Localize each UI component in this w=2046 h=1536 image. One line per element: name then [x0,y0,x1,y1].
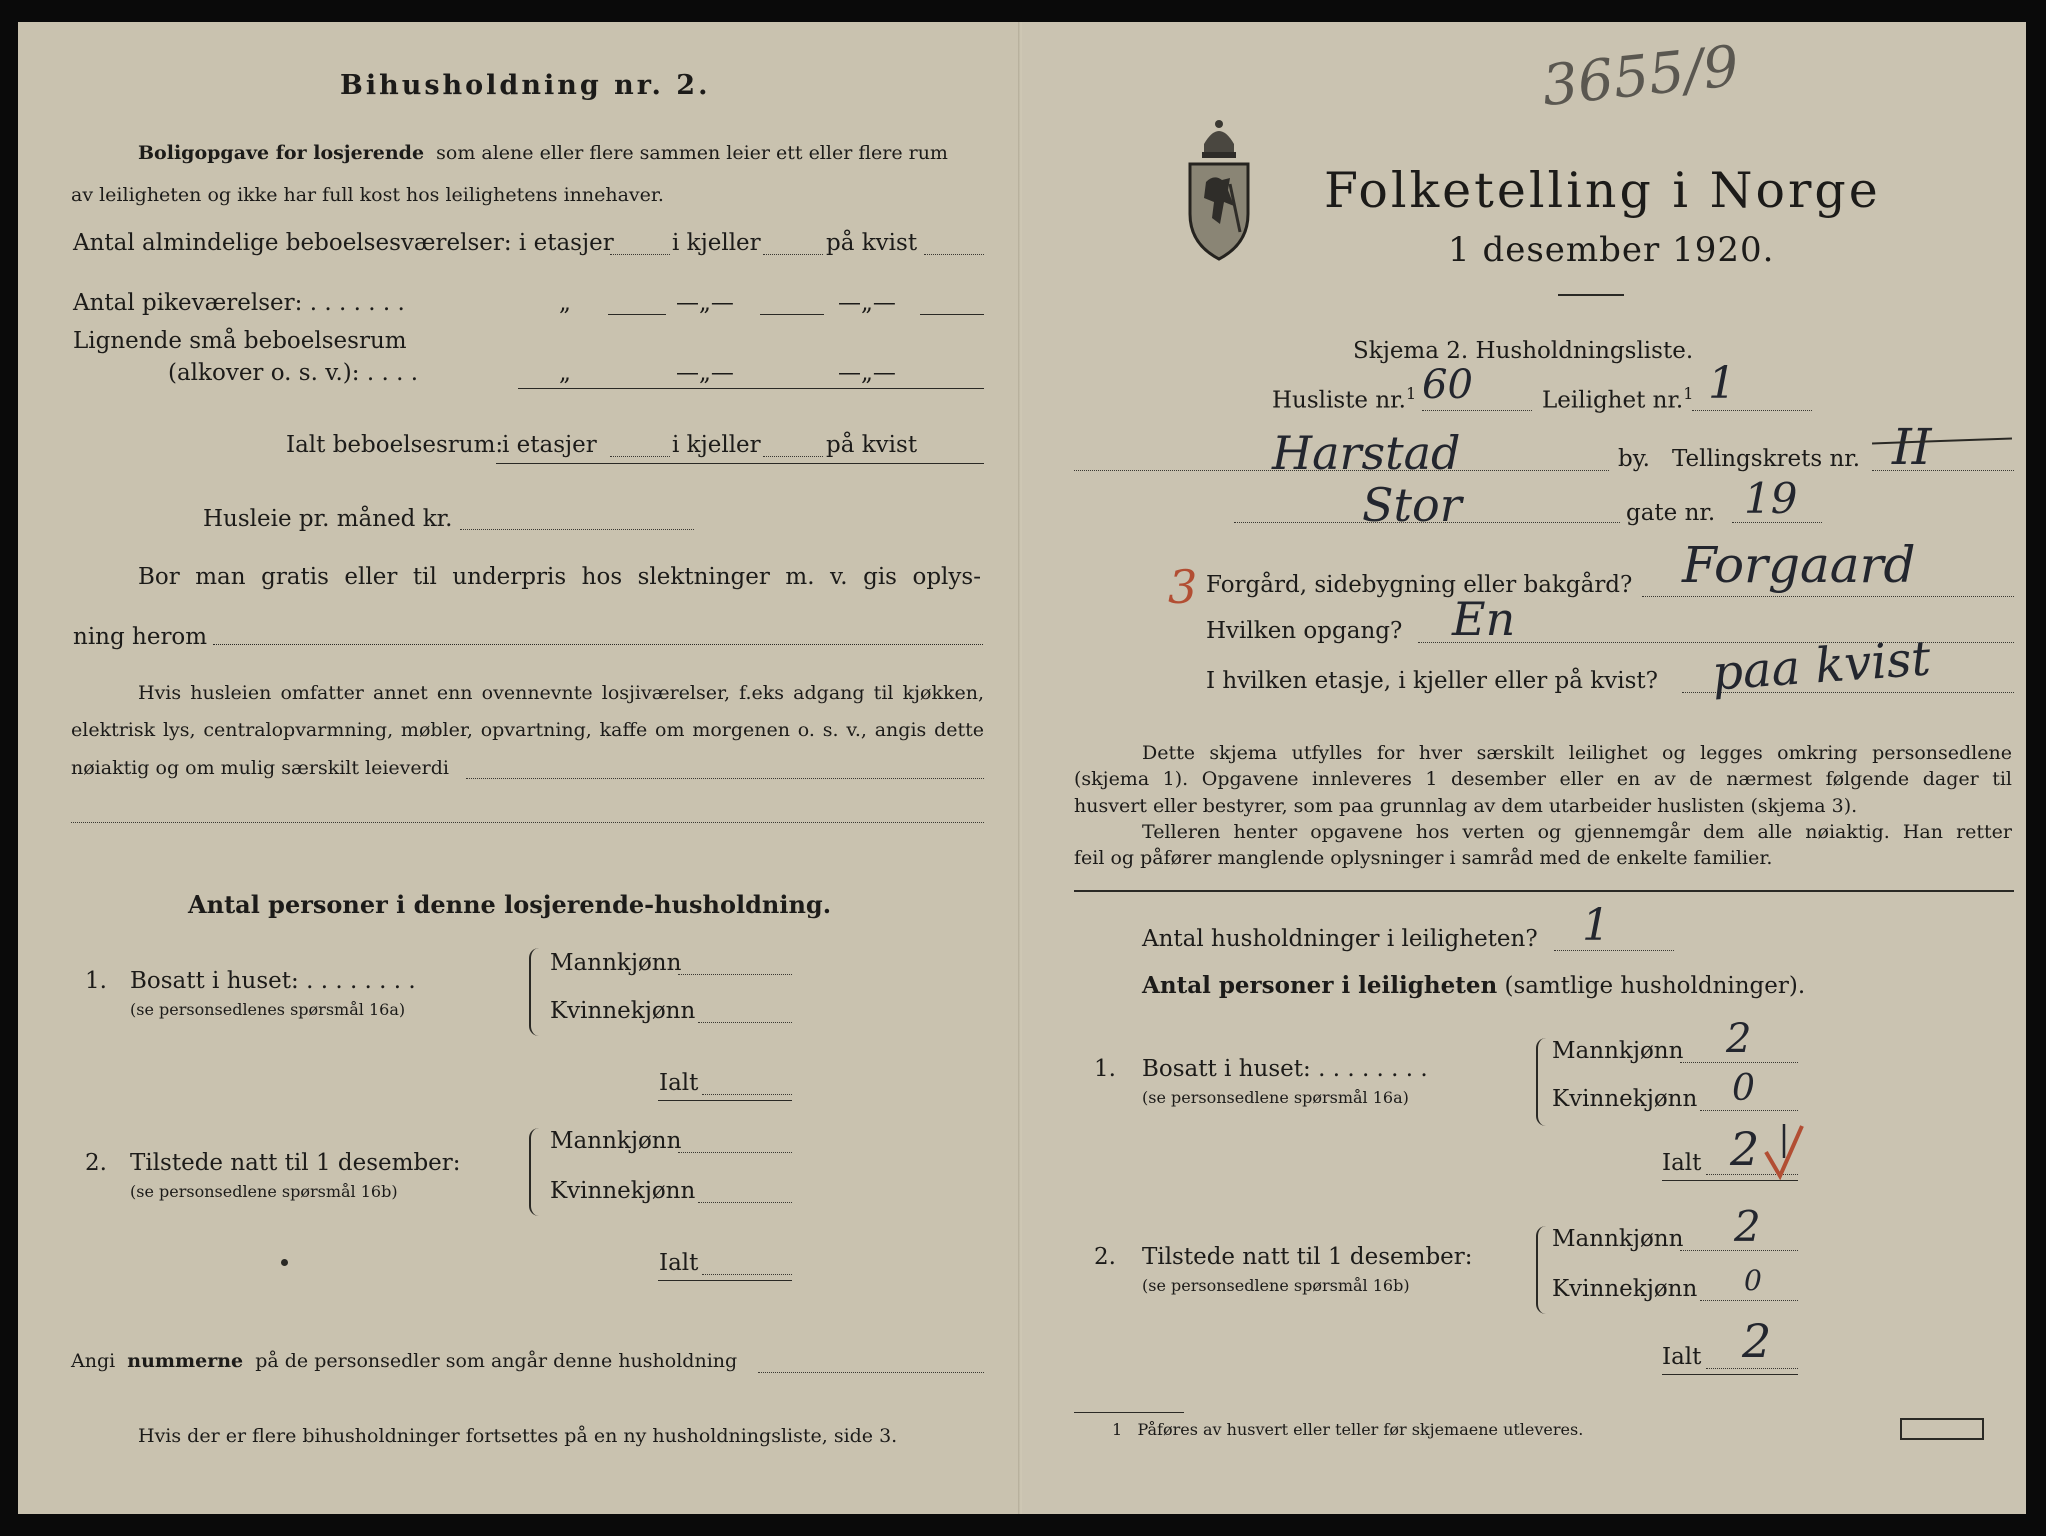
pike-ditto-2: —„— [676,290,734,316]
forgaard-line[interactable] [1642,596,2014,597]
right-q2-ialt-line[interactable] [1706,1368,1798,1369]
krets-value: II [1892,418,1932,476]
left-q1-label: Bosatt i huset: . . . . . . . . [130,968,416,994]
persons-heading: Antal personer i denne losjerende-husholdning. [188,890,832,919]
angi-line-fill[interactable] [758,1372,984,1373]
right-q1-sub: (se personsedlene spørsmål 16a) [1142,1088,1409,1107]
left-q1-ialt-underline [658,1100,792,1101]
main-title: Folketelling i Norge [1324,162,1881,219]
lignende-label: Lignende små beboelsesrum [73,328,407,354]
title-separator [1558,294,1624,296]
alkover-underline [518,388,984,389]
left-q2-label: Tilstede natt til 1 desember: [130,1150,461,1176]
gratis-text-2: ning herom [73,624,208,650]
gratis-line[interactable] [213,644,983,645]
left-q2-brace [529,1128,539,1216]
etasje-label: I hvilken etasje, i kjeller eller på kvist? [1206,668,1658,694]
opgang-label: Hvilken opgang? [1206,618,1403,644]
hvis-line-3: nøiaktig og om mulig særskilt leieverdi [71,757,449,779]
instr-line-2: (skjema 1). Opgavene innleveres 1 desember eller en av de nærmest følgende dager til [1074,768,2012,790]
intro-line-1 [138,142,948,164]
right-q1-ialt-label: Ialt [1662,1150,1702,1176]
left-q1-kvinne-label: Kvinnekjønn [550,998,696,1024]
husleie-line[interactable] [460,529,694,530]
right-q2-brace [1536,1226,1546,1314]
ialt-kjeller-label: i kjeller [672,432,761,458]
hush-label: Antal husholdninger i leiligheten? [1142,926,1538,952]
persons-heading-line [1142,972,1805,999]
right-q2-ialt-value: 2 [1742,1314,1772,1368]
skjema-label: Skjema 2. Husholdningsliste. [1353,338,1694,364]
husliste-label [1272,384,1416,414]
right-q1-mann-line[interactable] [1680,1062,1798,1063]
census-date: 1 desember 1920. [1448,230,1775,270]
left-q2-ialt-line[interactable] [702,1274,792,1275]
instr-line-1: Dette skjema utfylles for hver særskilt leilighet og legges omkring personsedlene [1142,742,2012,764]
gate-label: gate nr. [1626,500,1716,526]
pike-line-1[interactable] [608,314,666,315]
gate-nr-value: 19 [1744,474,1798,523]
pike-label: Antal pikeværelser: . . . . . . . [73,290,405,316]
right-q2-ialt-underline [1662,1374,1798,1375]
right-persons-rest: (samtlige husholdninger). [1504,973,1806,999]
instr-line-5: feil og påfører manglende oplysninger i samråd med de enkelte familier. [1074,847,1773,869]
hvis-line-1: Hvis husleien omfatter annet enn ovennevnte losjiværelser, f.eks adgang til kjøkken, [138,682,984,704]
left-q2-kvinne-line[interactable] [698,1202,792,1203]
left-q2-sub: (se personsedlene spørsmål 16b) [130,1182,398,1201]
rooms-label: Antal almindelige beboelsesværelser: i etasjer [73,230,614,256]
left-q2-kvinne-label: Kvinnekjønn [550,1178,696,1204]
rooms-kjeller-line[interactable] [763,254,823,255]
gate-value: Stor [1362,478,1462,532]
intro-bold: Boligopgave for losjerende [138,142,425,164]
rooms-kvist-line[interactable] [924,254,984,255]
forgaard-value: Forgaard [1682,536,1916,594]
ialt-underline [496,463,984,464]
instr-line-3: husvert eller bestyrer, som paa grunnlag av dem utarbeider huslisten (skjema 3). [1074,795,1858,817]
angi-post: på de personsedler som angår denne husholdning [255,1350,738,1372]
right-q1-ialt-value: 2 [1730,1122,1760,1176]
angi-pre: Angi [71,1350,116,1372]
right-q1-num: 1. [1094,1056,1116,1082]
hush-value: 1 [1582,900,1610,951]
ink-dot [281,1259,288,1266]
footnote-separator [1074,1412,1184,1413]
footnote-text: Påføres av husvert eller teller før skjemaene utleveres. [1137,1420,1584,1439]
husliste-sup: 1 [1405,384,1417,403]
alkover-ditto-2: —„— [676,360,734,386]
angi-bold: nummerne [127,1350,244,1372]
by-value: Harstad [1272,426,1461,480]
krets-label: Tellingskrets nr. [1672,446,1861,472]
right-q1-mann-value: 2 [1726,1016,1752,1062]
husliste-text: Husliste nr. [1272,387,1406,414]
left-q2-mann-label: Mannkjønn [550,1128,682,1154]
right-q2-kvinne-value: 0 [1744,1264,1762,1297]
left-q1-brace [529,948,539,1036]
opgang-value: En [1452,592,1516,646]
left-q2-ialt-underline [658,1280,792,1281]
left-q1-mann-line[interactable] [678,974,792,975]
alkover-ditto-1: „ [559,360,571,386]
gratis-text: Bor man gratis eller til underpris hos slektninger m. v. gis oplys- [138,564,981,590]
right-q2-sub: (se personsedlene spørsmål 16b) [1142,1276,1410,1295]
pike-ditto-1: „ [559,290,571,316]
husleie-label: Husleie pr. måned kr. [203,506,453,532]
right-q1-brace [1536,1038,1546,1126]
leieverdi-line[interactable] [466,778,984,779]
alkover-label: (alkover o. s. v.): . . . . [168,360,419,386]
alkover-ditto-3: —„— [838,360,896,386]
instr-line-4: Telleren henter opgavene hos verten og gjennemgår dem alle nøiaktig. Han retter [1142,821,2012,843]
leilighet-sup: 1 [1683,384,1694,403]
ialt-etasjer-label: i etasjer [502,432,597,458]
right-q2-kvinne-line[interactable] [1700,1300,1798,1301]
angi-line [71,1350,737,1372]
leilighet-text: Leilighet nr. [1542,387,1684,414]
right-q1-label: Bosatt i huset: . . . . . . . . [1142,1056,1428,1082]
footnote-num: 1 [1112,1420,1123,1439]
left-page [18,22,1020,1514]
intro-line-2: av leiligheten og ikke har full kost hos leilighetens innehaver. [71,184,664,206]
ialt-etasjer-line[interactable] [610,456,670,457]
husliste-line[interactable] [1422,410,1532,411]
by-label: by. [1618,446,1650,472]
right-q1-kvinne-label: Kvinnekjønn [1552,1086,1698,1112]
left-q2-mann-line[interactable] [678,1152,792,1153]
hvis-line-2: elektrisk lys, centralopvarmning, møbler, opvartning, kaffe om morgenen o. s. v., angis dette [71,719,984,741]
ialt-kjeller-line[interactable] [763,456,823,457]
left-q1-ialt-line[interactable] [702,1094,792,1095]
left-q1-ialt-label: Ialt [659,1070,699,1096]
rooms-etasjer-line[interactable] [610,254,670,255]
left-q1-mann-label: Mannkjønn [550,950,682,976]
leieverdi-line-2[interactable] [71,822,984,823]
hush-line[interactable] [1554,950,1674,951]
leilighet-value: 1 [1708,358,1736,409]
right-q1-kvinne-line[interactable] [1700,1110,1798,1111]
coat-of-arms-icon [1184,114,1254,264]
right-q2-ialt-label: Ialt [1662,1344,1702,1370]
right-q2-mann-label: Mannkjønn [1552,1226,1684,1252]
right-q2-label: Tilstede natt til 1 desember: [1142,1244,1473,1270]
red-checkmark-icon [1762,1118,1812,1182]
ialt-kvist-label: på kvist [826,432,918,458]
right-q2-mann-value: 2 [1734,1202,1761,1251]
husliste-value: 60 [1422,362,1473,408]
right-page [1022,22,2026,1514]
footnote-line [1112,1420,1583,1439]
right-q1-mann-label: Mannkjønn [1552,1038,1684,1064]
leilighet-line[interactable] [1692,410,1812,411]
left-q2-num: 2. [85,1150,107,1176]
leilighet-label [1542,384,1693,414]
archive-number: 3655/9 [1539,33,1742,120]
left-title: Bihusholdning nr. 2. [340,70,711,101]
etasje-value: paa kvist [1710,630,1933,702]
rooms-kjeller-label: i kjeller [672,230,761,256]
pike-line-3[interactable] [920,314,984,315]
left-q1-num: 1. [85,968,107,994]
left-q2-ialt-label: Ialt [659,1250,699,1276]
intro-rest: som alene eller flere sammen leier ett eller flere rum [436,142,948,164]
right-persons-bold: Antal personer i leiligheten [1142,972,1498,999]
left-q1-sub: (se personsedlenes spørsmål 16a) [130,1000,406,1019]
right-q2-kvinne-label: Kvinnekjønn [1552,1276,1698,1302]
ialt-rooms-label: Ialt beboelsesrum: [286,432,504,458]
forgaard-label: Forgård, sidebygning eller bakgård? [1206,572,1633,598]
right-q1-ialt-underline [1662,1180,1798,1181]
pike-ditto-3: —„— [838,290,896,316]
red-mark-3: 3 [1168,560,1198,614]
right-q2-num: 2. [1094,1244,1116,1270]
instructions-separator [1074,890,2014,892]
rooms-kvist-label: på kvist [826,230,918,256]
printer-stamp [1900,1418,1984,1440]
right-q1-kvinne-value: 0 [1732,1068,1755,1109]
left-footer: Hvis der er flere bihusholdninger fortsettes på en ny husholdningsliste, side 3. [138,1425,898,1447]
census-form-sheet [18,22,2026,1514]
left-q1-kvinne-line[interactable] [698,1022,792,1023]
pike-line-2[interactable] [760,314,824,315]
